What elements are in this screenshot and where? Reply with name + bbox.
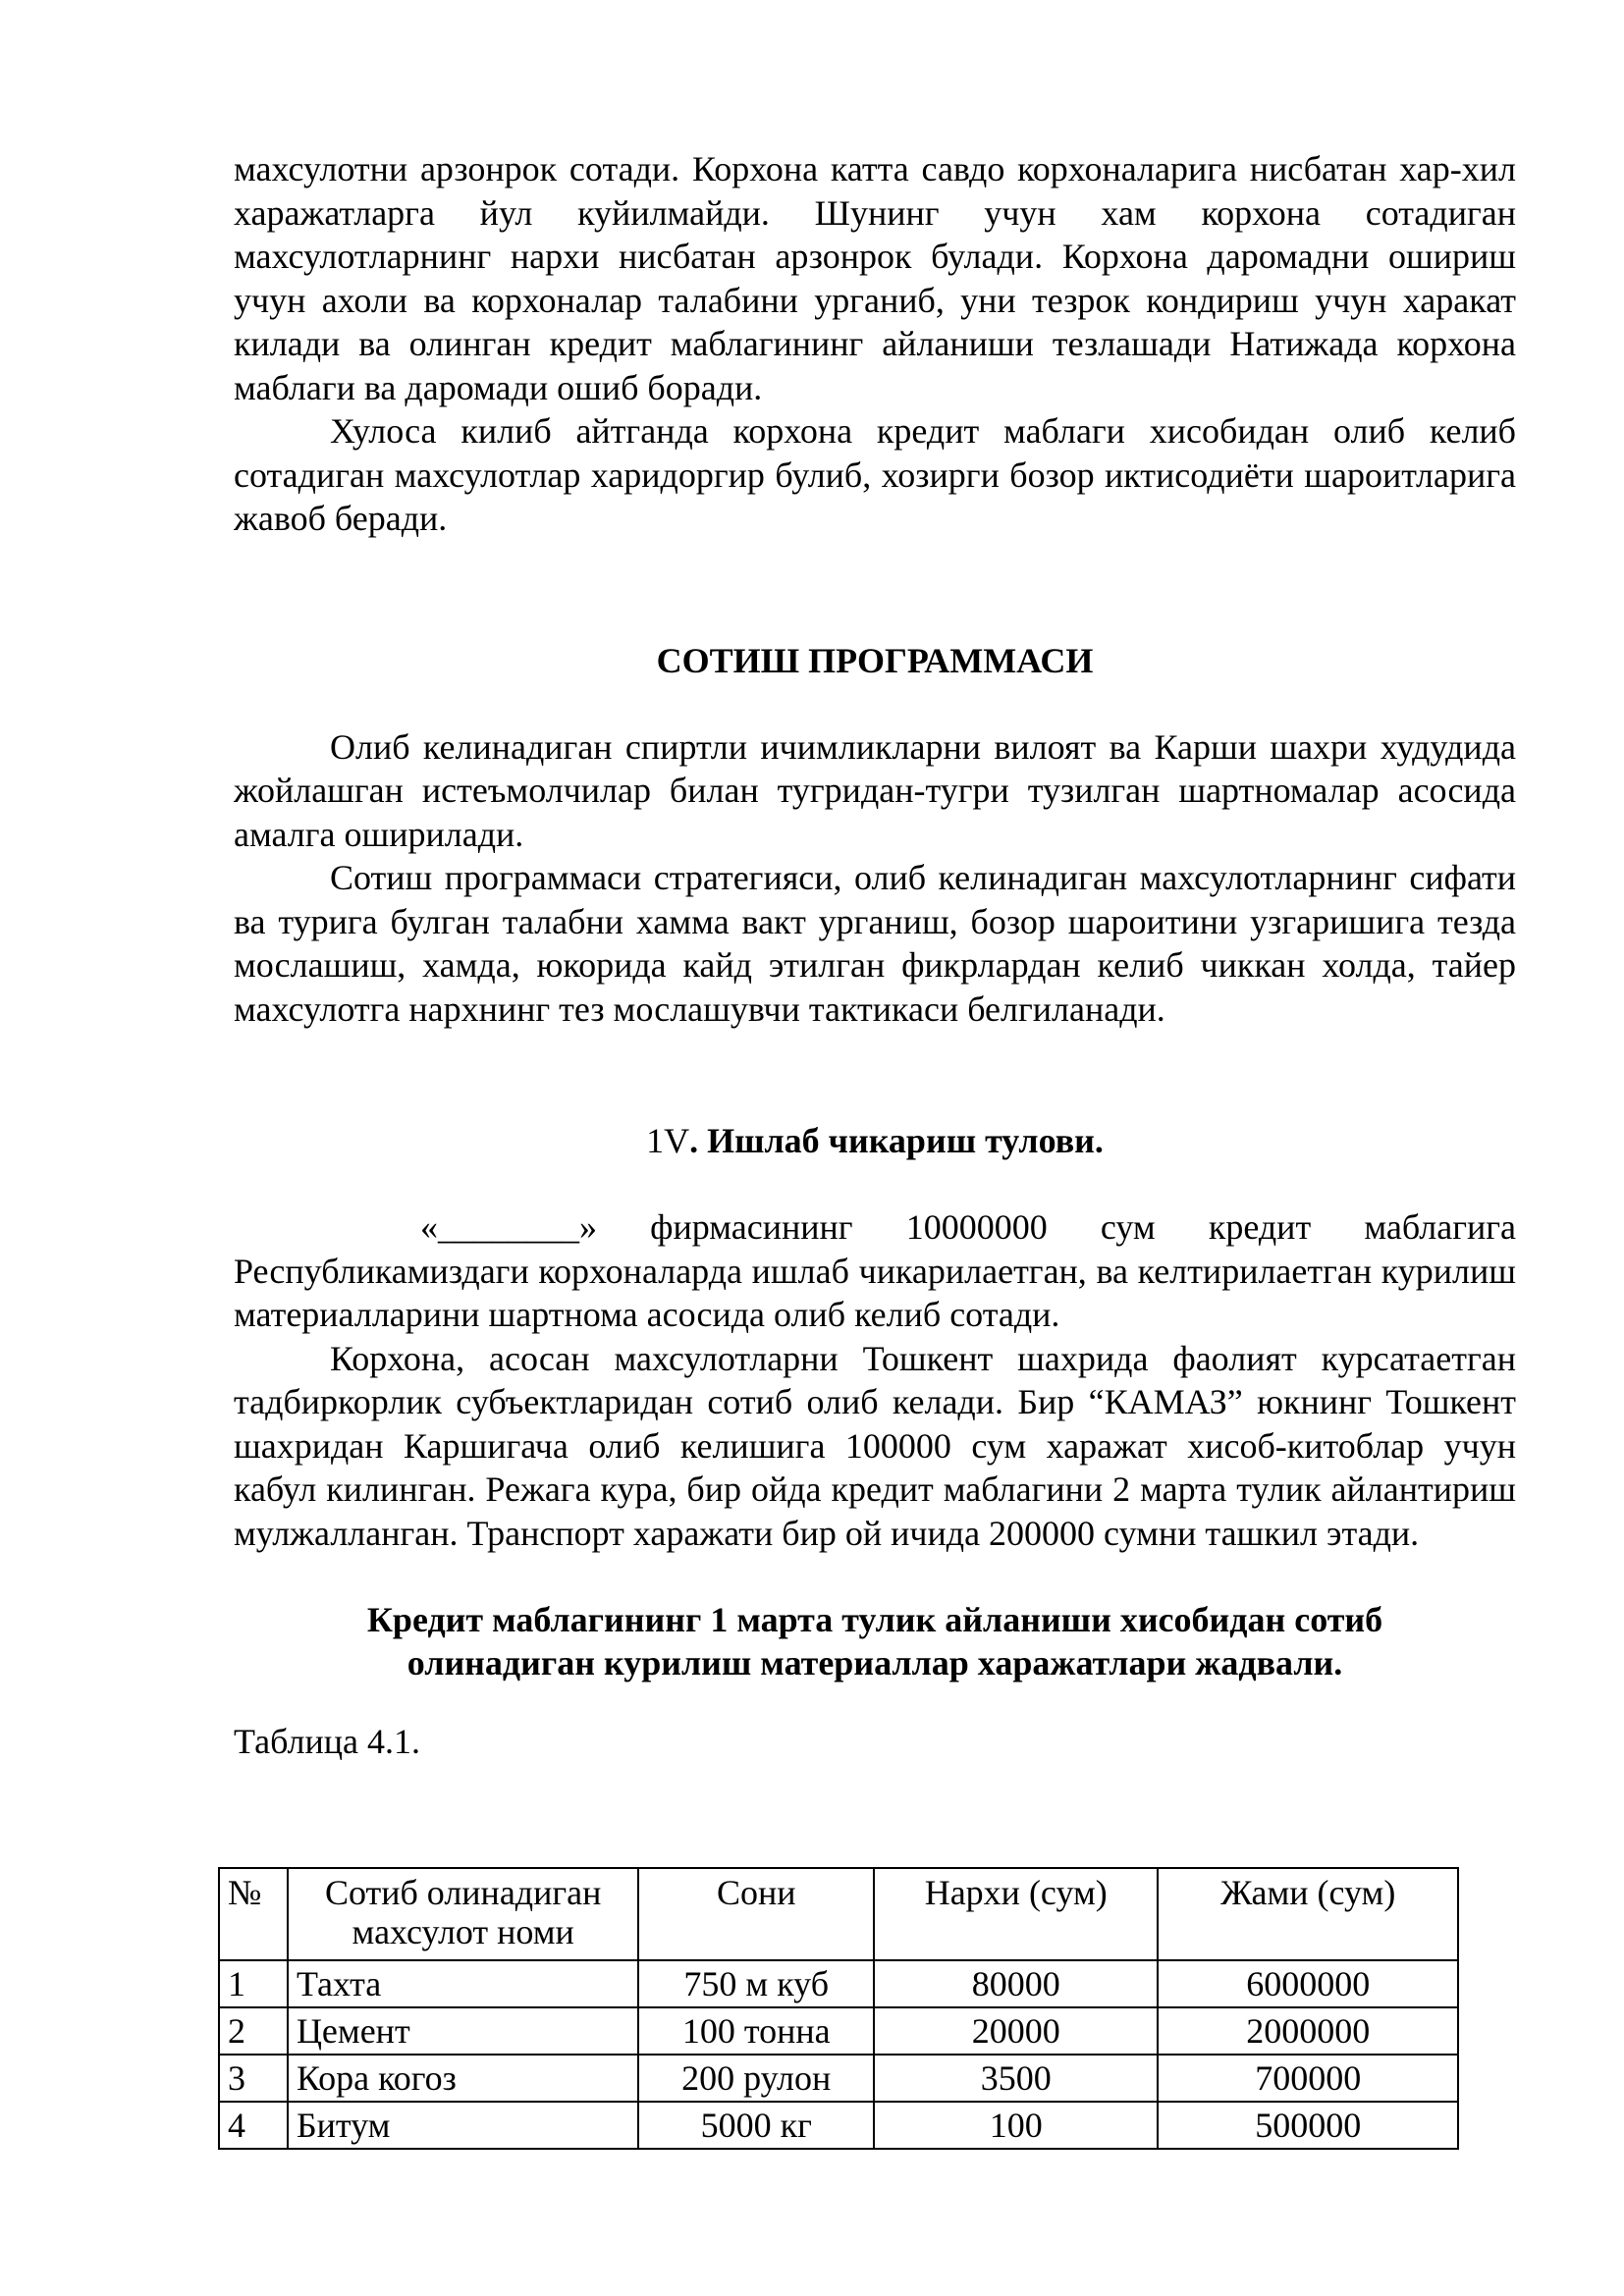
- row-name: Тахта: [288, 1960, 638, 2007]
- table-row: [219, 2102, 1458, 2149]
- table-caption: Таблица 4.1.: [234, 1722, 420, 1761]
- sales-paragraph-2: Сотиш программаси стратегияси, олиб келинадиган махсулотларнинг сифати ва турига булган талабни хамма вакт урганиш, бозор шароитини узгаришига тезда мослашиш, хамда, юкорида кайд этилган фикрлардан келиб чиккан холда, тайер махсулотга нархнинг тез мослашувчи тактикаси белгиланади.: [234, 858, 1516, 1029]
- intro-paragraph-2: Хулоса килиб айтганда корхона кредит маблаги хисобидан олиб келиб сотадиган махсулотлар харидоргир булиб, хозирги бозор иктисодиёти шароитларига жавоб беради.: [234, 411, 1516, 538]
- materials-cost-table: [218, 1867, 1459, 2150]
- row-name: Битум: [288, 2102, 638, 2149]
- row-price: 20000: [874, 2007, 1158, 2055]
- header-num: №: [219, 1868, 288, 1960]
- sales-section-title: СОТИШ ПРОГРАММАСИ: [656, 640, 1094, 680]
- row-qty: 100 тонна: [638, 2007, 874, 2055]
- row-price: 100: [874, 2102, 1158, 2149]
- row-num: 2: [219, 2007, 288, 2055]
- section-number: 1V: [646, 1121, 690, 1160]
- row-num: 1: [219, 1960, 288, 2007]
- table-row: [219, 2007, 1458, 2055]
- row-price: 3500: [874, 2055, 1158, 2102]
- row-total: 6000000: [1158, 1960, 1458, 2007]
- header-price: Нархи (сум): [874, 1868, 1158, 1960]
- row-num: 4: [219, 2102, 288, 2149]
- row-num: 3: [219, 2055, 288, 2102]
- row-qty: 5000 кг: [638, 2102, 874, 2149]
- table-header-row: [219, 1868, 1458, 1960]
- row-price: 80000: [874, 1960, 1158, 2007]
- production-section-title: [234, 1119, 1516, 1162]
- table-title-line-2: олинадиган курилиш материаллар харажатлари жадвали.: [406, 1643, 1343, 1682]
- production-paragraph-1: «________» фирмасининг 10000000 сум кредит маблагига Республикамиздаги корхоналарда ишлаб чикарилаетган, ва келтирилаетган курилиш материалларини шартнома асосида олиб келиб сотади.: [234, 1207, 1516, 1334]
- table-row: [219, 1960, 1458, 2007]
- sales-paragraph-1: Олиб келинадиган спиртли ичимликларни вилоят ва Карши шахри худудида жойлашган истеъмолчилар билан тугридан-тугри тузилган шартномалар асосида амалга оширилади.: [234, 726, 1516, 854]
- document-page: [234, 147, 1516, 1763]
- row-total: 700000: [1158, 2055, 1458, 2102]
- row-qty: 750 м куб: [638, 1960, 874, 2007]
- row-total: 500000: [1158, 2102, 1458, 2149]
- header-qty: Сони: [638, 1868, 874, 1960]
- header-name: Сотиб олинадиган махсулот номи: [288, 1868, 638, 1960]
- intro-paragraph-1: махсулотни арзонрок сотади. Корхона катта савдо корхоналарига нисбатан хар-хил харажатларга йул куйилмайди. Шунинг учун хам корхона сотадиган махсулотларнинг нархи нисбатан арзонрок булади. Корхона даромадни ошириш учун ахоли ва корхоналар талабини урганиб, уни тезрок кондириш учун харакат килади ва олинган кредит маблагининг айланиши тезлашади Натижада корхона маблаги ва даромади ошиб боради.: [234, 149, 1516, 407]
- row-name: Кора когоз: [288, 2055, 638, 2102]
- production-paragraph-2: Корхона, асосан махсулотларни Тошкент шахрида фаолият курсатаетган тадбиркорлик субъектларидан сотиб олиб келади. Бир “КАМАЗ” юкнинг Тошкент шахридан Каршигача олиб келишига 100000 сум харажат хисоб-китоблар учун кабул килинган. Режага кура, бир ойда кредит маблагини 2 марта тулик айлантириш мулжалланган. Транспорт харажати бир ой ичида 200000 сумни ташкил этади.: [234, 1338, 1516, 1553]
- section-title-text: . Ишлаб чикариш тулови.: [689, 1121, 1104, 1160]
- table-row: [219, 2055, 1458, 2102]
- table-title-line-1: Кредит маблагининг 1 марта тулик айланиши хисобидан сотиб: [366, 1600, 1383, 1639]
- row-name: Цемент: [288, 2007, 638, 2055]
- row-total: 2000000: [1158, 2007, 1458, 2055]
- row-qty: 200 рулон: [638, 2055, 874, 2102]
- header-total: Жами (сум): [1158, 1868, 1458, 1960]
